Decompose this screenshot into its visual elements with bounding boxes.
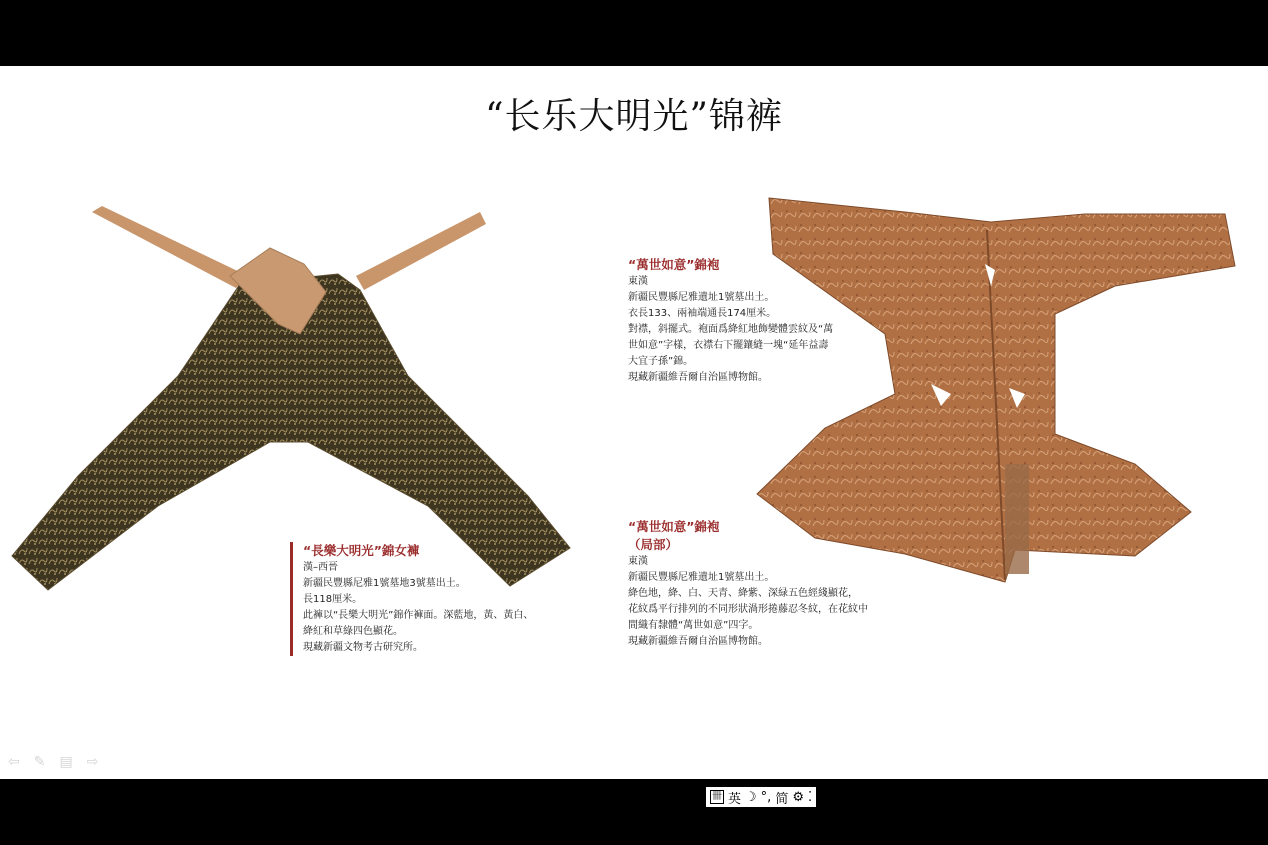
caption-line: 花紋爲平行排列的不同形狀渦形捲藤忍冬紋，在花紋中 xyxy=(628,604,868,615)
slide-title: “长乐大明光”锦裤 xyxy=(485,96,783,137)
robe-detail-caption xyxy=(628,518,868,650)
ime-lang-toggle[interactable]: 英 xyxy=(728,791,742,807)
caption-line: 現藏新疆維吾爾自治區博物館。 xyxy=(628,372,768,383)
caption-line: 漢–西晉 xyxy=(303,562,338,573)
slideshow-controls xyxy=(8,754,98,770)
ime-toolbar[interactable] xyxy=(706,787,816,807)
caption-line: 新疆民豐縣尼雅遺址1號墓出土。 xyxy=(628,292,775,303)
caption-line: 間織有隸體“萬世如意”四字。 xyxy=(628,620,759,631)
arrow-right-icon[interactable]: ⇨ xyxy=(86,754,99,770)
caption-line: 大宜子孫”錦。 xyxy=(628,356,694,367)
caption-line: 世如意”字樣，衣襟右下擺鑲縫一塊“延年益壽 xyxy=(628,340,829,351)
caption-line: 絳紅和草綠四色顯花。 xyxy=(303,626,403,637)
robe-detail-caption-subtitle: （局部） xyxy=(628,537,679,552)
caption-line: 衣長133、兩袖端通長174厘米。 xyxy=(628,308,777,319)
caption-line: 現藏新疆維吾爾自治區博物館。 xyxy=(628,636,768,647)
robe-caption xyxy=(628,256,833,386)
moon-icon[interactable]: ☽ xyxy=(745,789,757,805)
caption-line: 對襟，斜擺式。袍面爲絳紅地飾變體雲紋及“萬 xyxy=(628,324,834,335)
caption-line: 東漢 xyxy=(628,276,648,287)
caption-line: 新疆民豐縣尼雅1號墓地3號墓出土。 xyxy=(303,578,466,589)
caption-line: 新疆民豐縣尼雅遺址1號墓出土。 xyxy=(628,572,775,583)
more-icon[interactable]: ⁚ xyxy=(807,789,813,805)
caption-line: 現藏新疆文物考古研究所。 xyxy=(303,642,423,653)
arrow-left-icon[interactable]: ⇦ xyxy=(8,754,20,770)
robe-caption-title: “萬世如意”錦袍 xyxy=(628,257,720,272)
caption-line: 絳色地，絳、白、天青、絳紫、深緑五色經綫顯花， xyxy=(628,588,858,599)
bottom-letterbox xyxy=(0,779,1268,845)
trousers-caption xyxy=(290,542,533,656)
trousers-caption-title: “長樂大明光”錦女褲 xyxy=(303,543,420,558)
caption-line: 東漢 xyxy=(628,556,648,567)
ime-script-toggle[interactable]: 简 xyxy=(775,791,789,807)
slide xyxy=(0,66,1268,779)
punctuation-toggle[interactable]: °, xyxy=(760,789,772,805)
ime-grid-icon[interactable]: 卌 xyxy=(712,791,722,802)
menu-icon[interactable]: ▤ xyxy=(59,754,73,770)
caption-line: 此褲以“長樂大明光”錦作褲面。深藍地，黃、黃白、 xyxy=(303,610,534,621)
silk-trousers-image xyxy=(8,206,578,596)
pen-icon[interactable]: ✎ xyxy=(33,754,46,770)
gear-icon[interactable]: ⚙ xyxy=(792,789,804,805)
robe-detail-caption-title: “萬世如意”錦袍 xyxy=(628,519,720,534)
top-letterbox xyxy=(0,0,1268,66)
caption-line: 長118厘米。 xyxy=(303,594,363,605)
